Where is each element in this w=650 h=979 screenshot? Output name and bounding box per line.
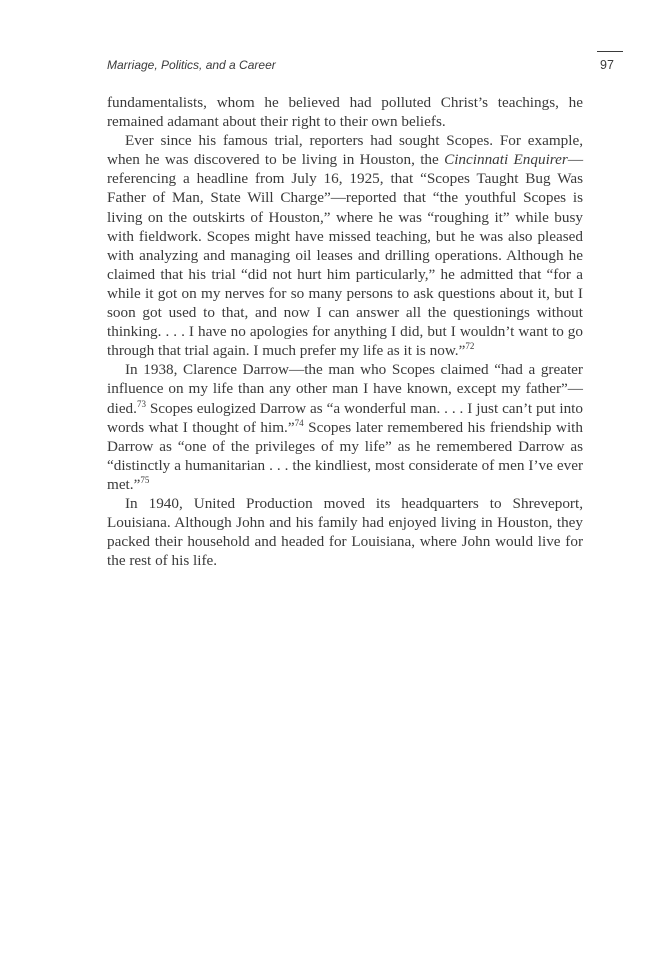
body-text <box>107 93 583 570</box>
paragraph-3 <box>107 360 583 494</box>
newspaper-title: Cincinnati Enquirer <box>444 151 568 169</box>
paragraph-1: fundamentalists, whom he believed had polluted Christ’s teachings, he remained adamant about their right to their own beliefs. <box>107 94 583 131</box>
paragraph-3-text-a: In 1938, Clarence Darrow—the man who Scopes claimed “had a greater influence on my life than any other man I have known, except my father”—died. <box>107 361 583 417</box>
running-head: Marriage, Politics, and a Career <box>107 58 276 72</box>
paragraph-2 <box>107 131 583 360</box>
paragraph-3-text-b: Scopes eulogized Darrow as “a wonderful man. . . . I just can’t put into words what I thought of him.” <box>107 399 583 436</box>
footnote-ref-75: 75 <box>140 474 150 485</box>
footnote-ref-74: 74 <box>294 417 304 428</box>
paragraph-2-text-b: —referencing a headline from July 16, 1925, that “Scopes Taught Bug Was Father of Man, State Will Charge”—reported that “the youthful Scopes is living on the outskirts of Houston,” where he was “roughing it” while busy with fieldwork. Scopes might have missed teaching, but he was also pleased with analyzing and managing oil leases and drilling operations. Although he claimed that his trial “did not hurt him particularly,” he admitted that “for a while it got on my nerves for so many persons to ask questions about it, but I soon got used to that, and now I can answer all the questionings without thinking. . . . I have no apologies for anything I did, but I wouldn’t want to go through that trial again. I much prefer my life as it is now.” <box>107 151 583 360</box>
paragraph-2-text-a: Ever since his famous trial, reporters had sought Scopes. For example, when he was discovered to be living in Houston, the <box>107 132 583 169</box>
paragraph-3-text-c: Scopes later remembered his friendship with Darrow as “one of the privileges of my life” as he remembered Darrow as “distinctly a humanitarian . . . the kindliest, most considerate of men I’ve ever met.” <box>107 418 583 493</box>
footnote-ref-72: 72 <box>465 341 475 352</box>
paragraph-4: In 1940, United Production moved its headquarters to Shreveport, Louisiana. Although John and his family had enjoyed living in Houston, they packed their household and headed for Louisiana, where John would live for the rest of his life. <box>107 494 583 570</box>
footnote-ref-73: 73 <box>136 398 146 409</box>
page-number-rule <box>597 51 623 52</box>
page-number: 97 <box>600 58 614 72</box>
